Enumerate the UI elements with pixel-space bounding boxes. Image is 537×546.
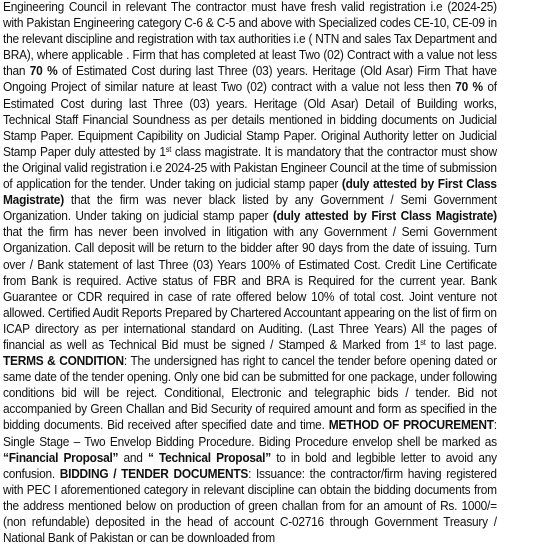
text-run: of Estimated Cost during last Three (03) years. Heritage (Old Asar) Firm That have Ongoing Project of similar nature at least Two (02) contract with a value not less then [3, 63, 497, 95]
text-run: : Single Stage – Two Envelop Bidding Procedure. Biding Procedure envelop shell be marked as [3, 417, 497, 449]
text-run: of Estimated Cost during last Three (03) years. Heritage (Old Asar) Detail of Building works, Technical Staff Financial Soundness as per details mentioned in bidding documents on Judicial Stamp Paper. Equipment Capibility on Judicial Stamp Paper. Original Authority letter on Judicial Stamp Paper duly attested by 1 [3, 79, 497, 159]
bold-text-run: TERMS & CONDITION [3, 353, 124, 369]
ordinal-superscript: st [420, 337, 426, 347]
bold-text-run: BIDDING / TENDER DOCUMENTS [59, 465, 249, 481]
text-run: to last page. [425, 336, 497, 352]
bold-text-run: METHOD OF PROCUREMENT [328, 417, 494, 433]
bold-text-run: 70 % [29, 63, 58, 79]
bold-text-run: “ Technical Proposal” [147, 449, 271, 465]
tender-notice-body [3, 0, 497, 546]
text-run: to in bold and legbible letter to avoid any confusion. [3, 449, 497, 481]
bold-text-run: 70 % [455, 79, 483, 95]
text-run: Engineering Council in relevant The contractor must have fresh valid registration i.e (2024-25) with Pakistan Engineering category C-6 & C-5 and above with Specialized codes CE-10, CE-09 in the relevant discipline and registration with tax authorities i.e ( NTN and sales Tax Department and BRA), where applicable . Firm that has completed at least Two (02) Contract with a value not less than [3, 0, 497, 79]
text-run: and [118, 449, 148, 465]
bold-text-run: (duly attested by First Class Magistrate) [272, 208, 497, 224]
text-run: : Issuance: the contractor/firm having registered with PEC I aforementioned category in relevant discipline can obtain the bidding documents from the address mentioned below on production of green challan from for an amount of Rs. 1000/= (non refundable) deposited in the head of account C-02716 through Government Treasury / National Bank of Pakistan or can be downloaded from [3, 465, 497, 546]
bold-text-run: (duly attested by First Class Magistrate) [3, 176, 497, 208]
text-run: : The undersigned has right to cancel the tender before opening dated or same date of the tender opening. Only one bid can be submitted for one package, under following conditions bid will be reject. Conditional, Electronic and telegraphic bids / tender. Bid not accompanied by Green Challan and Bid Security of required amount and form as specified in the bidding documents. Bid received after specified date and time. [3, 353, 497, 433]
ordinal-superscript: st [165, 144, 172, 154]
bold-text-run: “Financial Proposal” [3, 449, 119, 465]
text-run: class magistrate. It is mandatory that the contractor must show the Original valid registration i.e 2024-25 with Pakistan Engineer Council at the time of submission of application for the tender. Under taking on judicial stamp paper [3, 143, 497, 192]
text-run: that the firm has never been involved in litigation with any Government / Semi Government Organization. Call deposit will be return to the bidder after 90 days from the date of issuing. Turn over / Bank statement of last Three (03) Years 100% of Estimated Cost. Credit Line Certificate from Bank is required. Active status of FBR and BRA is Required for the current year. Bank Guarantee or CDR required in case of rate offered below 10% of total cost. Joint venture not allowed. Certified Audit Reports Prepared by Chartered Accountant appearing on the list of firm on ICAP directory as per international standard on Auditing. (Last Three Years) All the pages of financial as well as Technical Bid must be signed / Stamped & Marked from 1 [3, 224, 497, 352]
text-run: that the firm was never black listed by any Government / Semi Government Organization. Under taking on judicial stamp paper [3, 192, 497, 224]
tender-conditions-paragraph [3, 0, 497, 546]
